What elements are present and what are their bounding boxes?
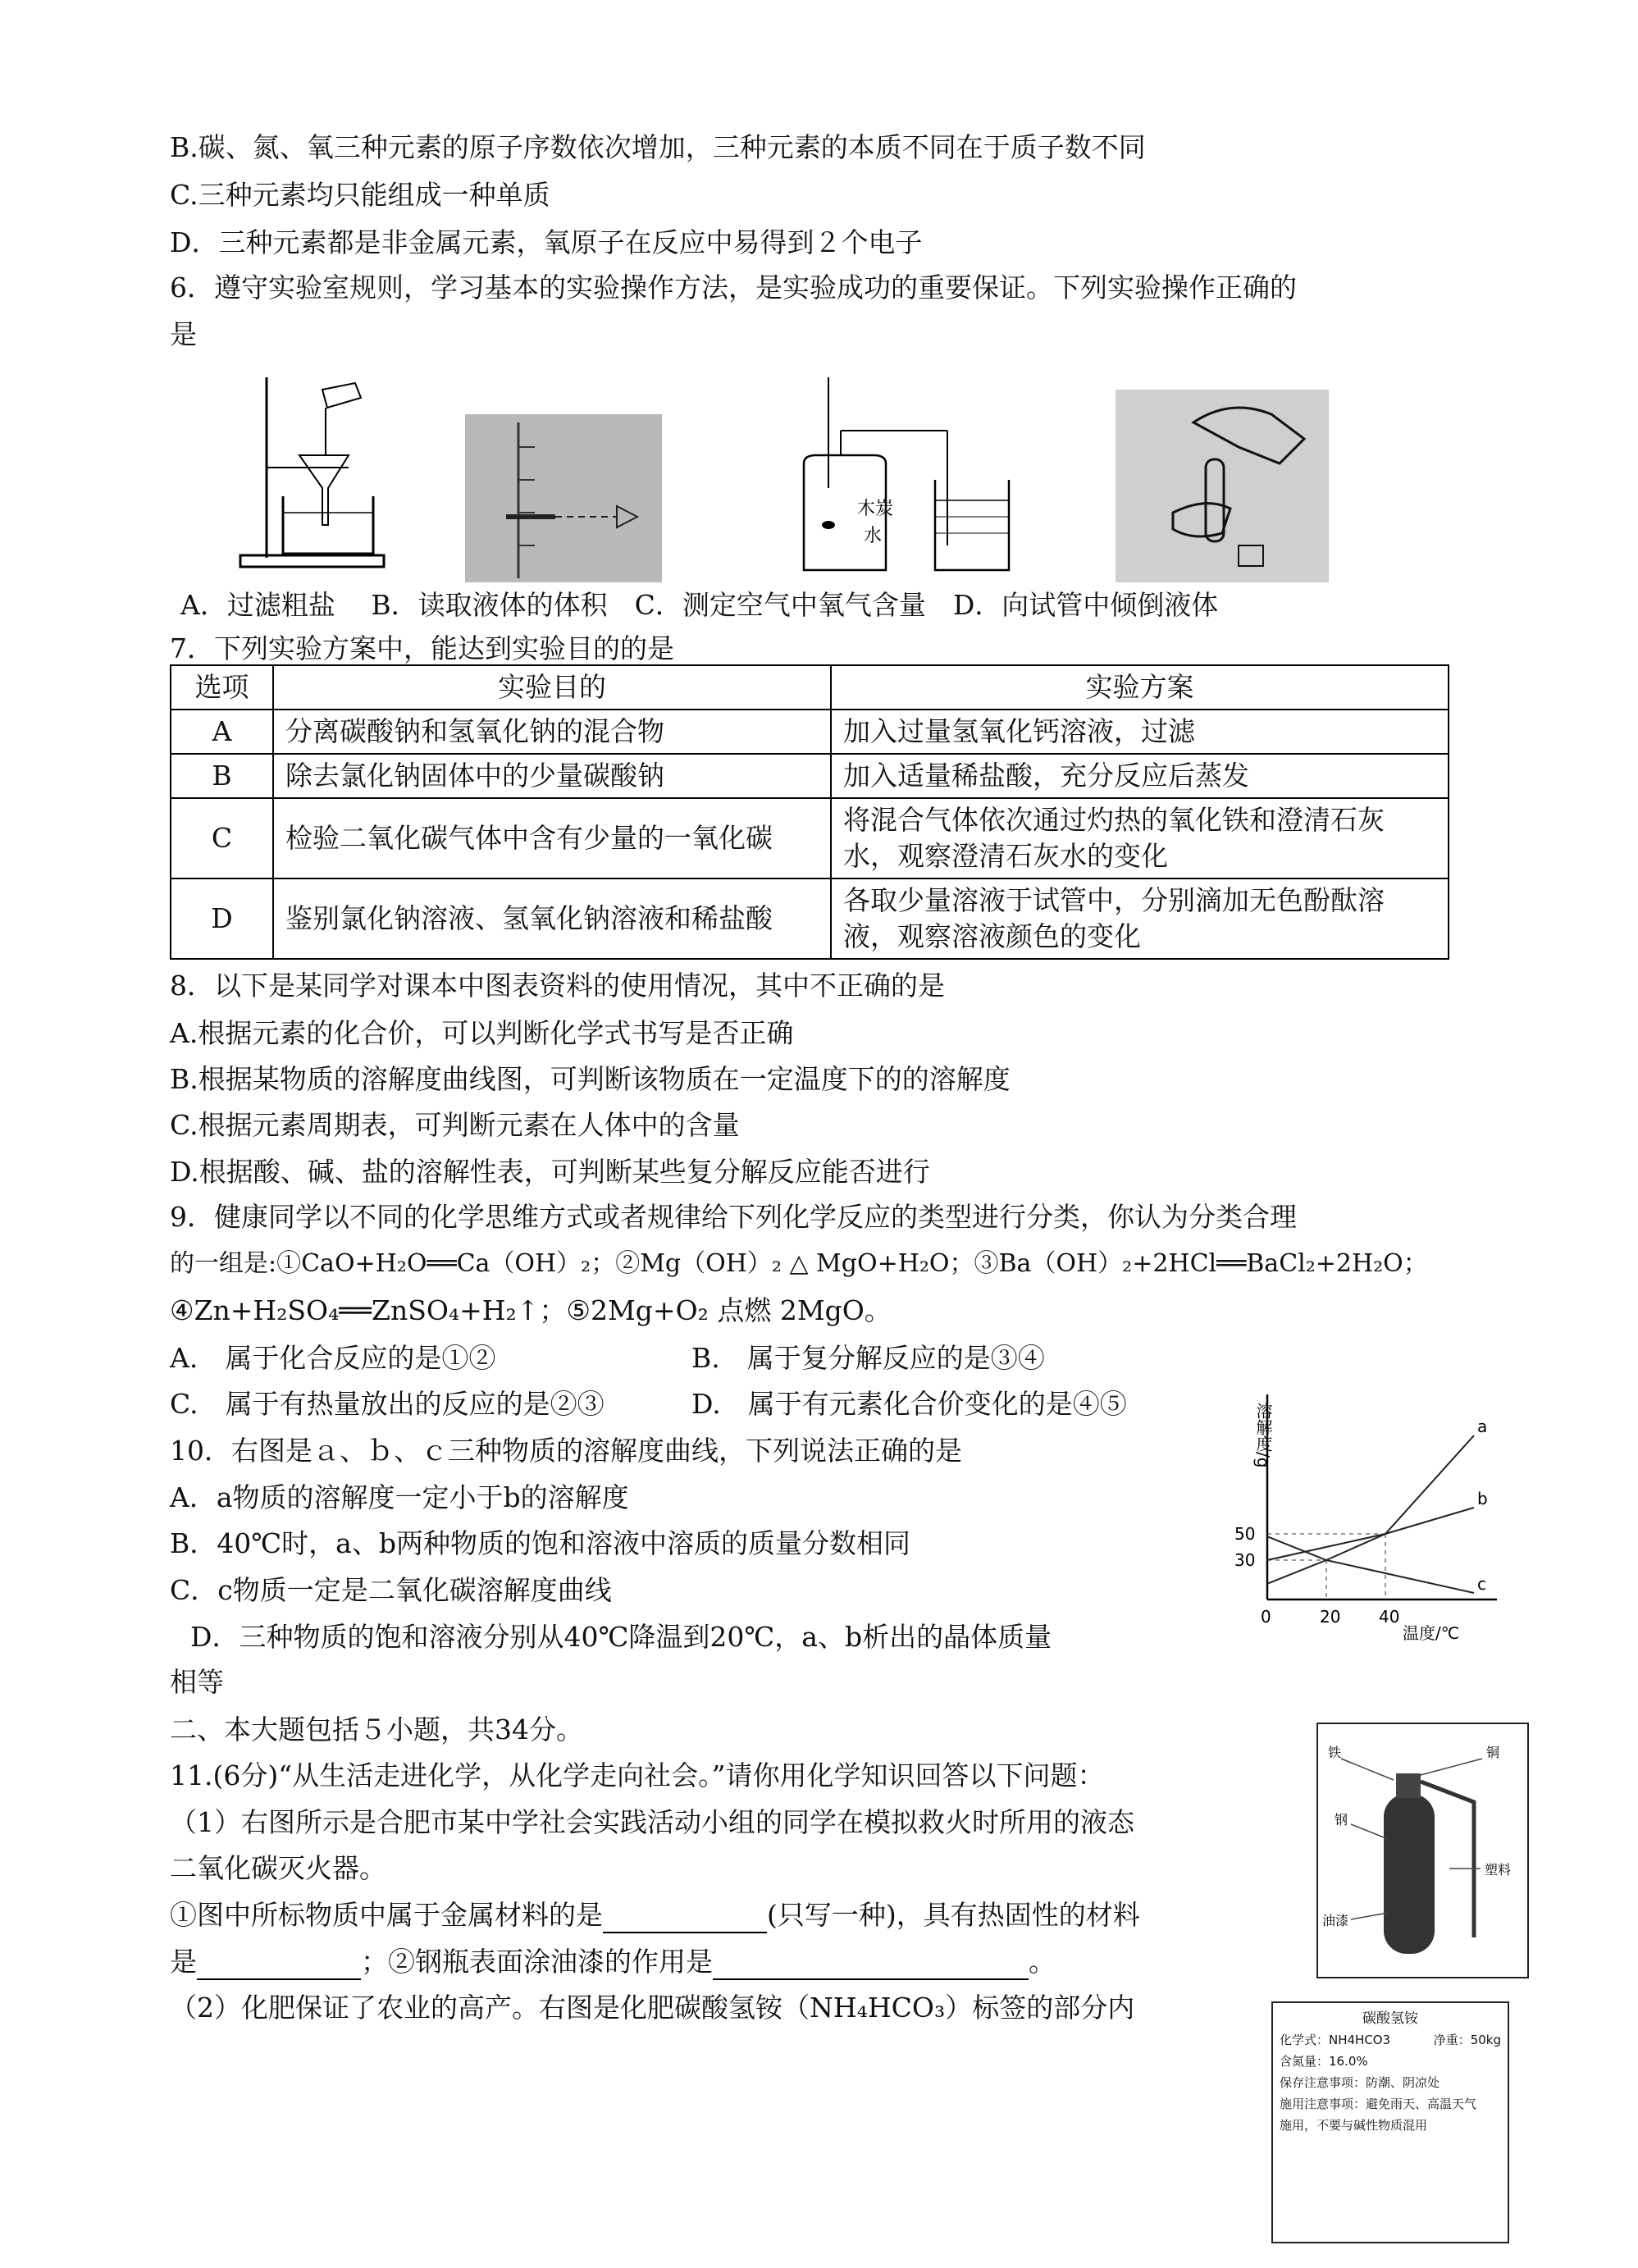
table-header-row <box>171 665 1449 710</box>
q9-option-b: B. 属于复分解反应的是③④ <box>691 1342 1045 1374</box>
q9-stem-line1: 9．健康同学以不同的化学思维方式或者规律给下列化学反应的类型进行分类，你认为分类合理 <box>170 1201 1297 1233</box>
row-plan: 加入过量氢氧化钙溶液，过滤 <box>831 710 1449 754</box>
answer-blank-thermoset[interactable] <box>197 1946 361 1980</box>
q8-stem: 8．以下是某同学对课本中图表资料的使用情况，其中不正确的是 <box>170 970 945 1002</box>
row-option: A <box>171 710 273 754</box>
fert-formula-row <box>1280 2029 1501 2051</box>
q11-part1-q1 <box>170 1899 1140 1933</box>
table-row <box>171 754 1449 798</box>
extinguisher-figure <box>1316 1723 1529 1978</box>
row-goal: 检验二氧化碳气体中含有少量的一氧化碳 <box>273 798 831 878</box>
table-row <box>171 878 1449 959</box>
series-line-c <box>1267 1536 1474 1593</box>
oxygen-measurement-figure <box>792 373 1029 578</box>
y-axis-label: 溶解度/g <box>1253 1403 1273 1468</box>
fert-storage: 保存注意事项：防潮、阴凉处 <box>1280 2075 1440 2090</box>
solubility-chart <box>1206 1378 1501 1657</box>
q10-stem: 10．右图是ａ、ｂ、ｃ三种物质的溶解度曲线，下列说法正确的是 <box>170 1435 962 1467</box>
water-label: 水 <box>864 526 883 546</box>
fert-formula: 化学式：NH4HCO3 <box>1280 2033 1391 2047</box>
x-tick-label: 40 <box>1379 1607 1400 1627</box>
steel-label: 钢 <box>1335 1812 1348 1828</box>
read-volume-figure <box>465 414 662 582</box>
q5-option-d: D．三种元素都是非金属元素，氧原子在反应中易得到２个电子 <box>170 226 923 258</box>
fert-nitrogen: 含氮量：16.0% <box>1280 2054 1368 2069</box>
x-tick-label: 20 <box>1320 1607 1341 1627</box>
y-tick-label: 50 <box>1234 1524 1256 1544</box>
charcoal-label: 木炭 <box>857 499 894 519</box>
fert-title: 碳酸氢铵 <box>1362 2010 1418 2027</box>
q10-option-c: C．c物质一定是二氧化碳溶解度曲线 <box>170 1574 612 1606</box>
fert-use1: 施用注意事项：避免雨天、高温天气 <box>1280 2097 1477 2111</box>
row-goal: 鉴别氯化钠溶液、氢氧化钠溶液和稀盐酸 <box>273 878 831 959</box>
q6-stem-line2: 是 <box>170 318 197 350</box>
row-option: C <box>171 798 273 878</box>
series-line-b <box>1267 1508 1474 1560</box>
q11-stem: 11.(6分)“从生活走进化学，从化学走向社会。”请你用化学知识回答以下问题： <box>170 1759 1105 1791</box>
q9-option-c: C. 属于有热量放出的反应的是②③ <box>170 1388 605 1420</box>
q7-table <box>170 664 1449 960</box>
answer-blank-metal[interactable] <box>603 1899 767 1933</box>
q11-q2-end: 。 <box>1029 1946 1056 1978</box>
section2-heading: 二、本大题包括５小题，共34分。 <box>170 1714 583 1745</box>
q5-option-c: C.三种元素均只能组成一种单质 <box>170 179 550 211</box>
q9-stem-line3: ④Zn+H₂SO₄══ZnSO₄+H₂↑；⑤2Mg+O₂ 点燃 2MgO。 <box>170 1294 892 1326</box>
q11-q1-text2: (只写一种)，具有热固性的材料 <box>767 1899 1140 1931</box>
q8-option-c: C.根据元素周期表，可判断元素在人体中的含量 <box>170 1109 740 1141</box>
series-label-c: c <box>1477 1574 1486 1594</box>
q11-part1-line2: 二氧化碳灭火器。 <box>170 1852 386 1884</box>
q11-part1-line1: （1）右图所示是合肥市某中学社会实践活动小组的同学在模拟救火时所用的液态 <box>170 1806 1134 1838</box>
q5-option-b: B.碳、氮、氧三种元素的原子序数依次增加，三种元素的本质不同在于质子数不同 <box>170 131 1146 163</box>
x-axis-label: 温度/℃ <box>1403 1623 1460 1643</box>
table-row <box>171 710 1449 754</box>
filtration-figure <box>234 373 398 582</box>
iron-label: 铁 <box>1328 1745 1342 1760</box>
q10-option-b: B．40℃时，a、b两种物质的饱和溶液中溶质的质量分数相同 <box>170 1527 910 1559</box>
row-plan: 加入适量稀盐酸，充分反应后蒸发 <box>831 754 1449 798</box>
fert-use2: 施用，不要与碱性物质混用 <box>1280 2118 1428 2133</box>
row-option: B <box>171 754 273 798</box>
table-row <box>171 798 1449 878</box>
q11-q1-text: ①图中所标物质中属于金属材料的是 <box>170 1899 603 1931</box>
series-label-a: a <box>1477 1417 1488 1436</box>
paint-label: 油漆 <box>1322 1913 1349 1928</box>
q10-option-d-line2: 相等 <box>170 1666 224 1698</box>
series-line-a <box>1267 1435 1474 1584</box>
q11-q2-text: 是 <box>170 1946 197 1978</box>
header-goal: 实验目的 <box>273 665 831 710</box>
series-label-b: b <box>1477 1489 1488 1508</box>
pour-liquid-figure <box>1116 390 1329 582</box>
q9-option-a: A. 属于化合反应的是①② <box>170 1342 496 1374</box>
q11-q2-text2: ；②钢瓶表面涂油漆的作用是 <box>361 1946 713 1978</box>
header-plan: 实验方案 <box>831 665 1449 710</box>
answer-blank-paint[interactable] <box>713 1946 1029 1980</box>
q9-stem-line2: 的一组是:①CaO+H₂O══Ca（OH）₂；②Mg（OH）₂ △ MgO+H₂O；③Ba（OH）₂+2HCl══BaCl₂+2H₂O； <box>170 1249 1428 1278</box>
q7-stem: 7．下列实验方案中，能达到实验目的的是 <box>170 632 674 664</box>
q8-option-d: D.根据酸、碱、盐的溶解性表，可判断某些复分解反应能否进行 <box>170 1156 930 1188</box>
fert-weight: 净重：50kg <box>1433 2033 1501 2047</box>
header-option: 选项 <box>171 665 273 710</box>
q11-part2-line1: （2）化肥保证了农业的高产。右图是化肥碳酸氢铵（NH₄HCO₃）标签的部分内 <box>170 1992 1135 2024</box>
row-plan: 将混合气体依次通过灼热的氧化铁和澄清石灰水，观察澄清石灰水的变化 <box>831 798 1449 878</box>
row-goal: 除去氯化钠固体中的少量碳酸钠 <box>273 754 831 798</box>
x-tick-label: 0 <box>1261 1607 1271 1627</box>
copper-label: 铜 <box>1486 1745 1500 1760</box>
q10-option-d-line1: D．三种物质的饱和溶液分别从40℃降温到20℃，a、b析出的晶体质量 <box>190 1621 1052 1653</box>
row-option: D <box>171 878 273 959</box>
y-tick-label: 30 <box>1234 1550 1256 1570</box>
fertilizer-label <box>1271 2001 1509 2243</box>
q6-stem-line1: 6．遵守实验室规则，学习基本的实验操作方法，是实验成功的重要保证。下列实验操作正确的 <box>170 272 1297 303</box>
q8-option-b: B.根据某物质的溶解度曲线图，可判断该物质在一定温度下的的溶解度 <box>170 1063 1011 1095</box>
q6-caption: A．过滤粗盐 B．读取液体的体积 C．测定空气中氧气含量 D．向试管中倾倒液体 <box>180 589 1219 621</box>
q9-option-d: D. 属于有元素化合价变化的是④⑤ <box>691 1388 1127 1420</box>
q10-option-a: A．a物质的溶解度一定小于b的溶解度 <box>170 1481 629 1513</box>
q11-part1-q2 <box>170 1946 1056 1980</box>
row-goal: 分离碳酸钠和氢氧化钠的混合物 <box>273 710 831 754</box>
plastic-label: 塑料 <box>1485 1862 1512 1878</box>
row-plan: 各取少量溶液于试管中，分别滴加无色酚酞溶液，观察溶液颜色的变化 <box>831 878 1449 959</box>
q8-option-a: A.根据元素的化合价，可以判断化学式书写是否正确 <box>170 1017 794 1049</box>
